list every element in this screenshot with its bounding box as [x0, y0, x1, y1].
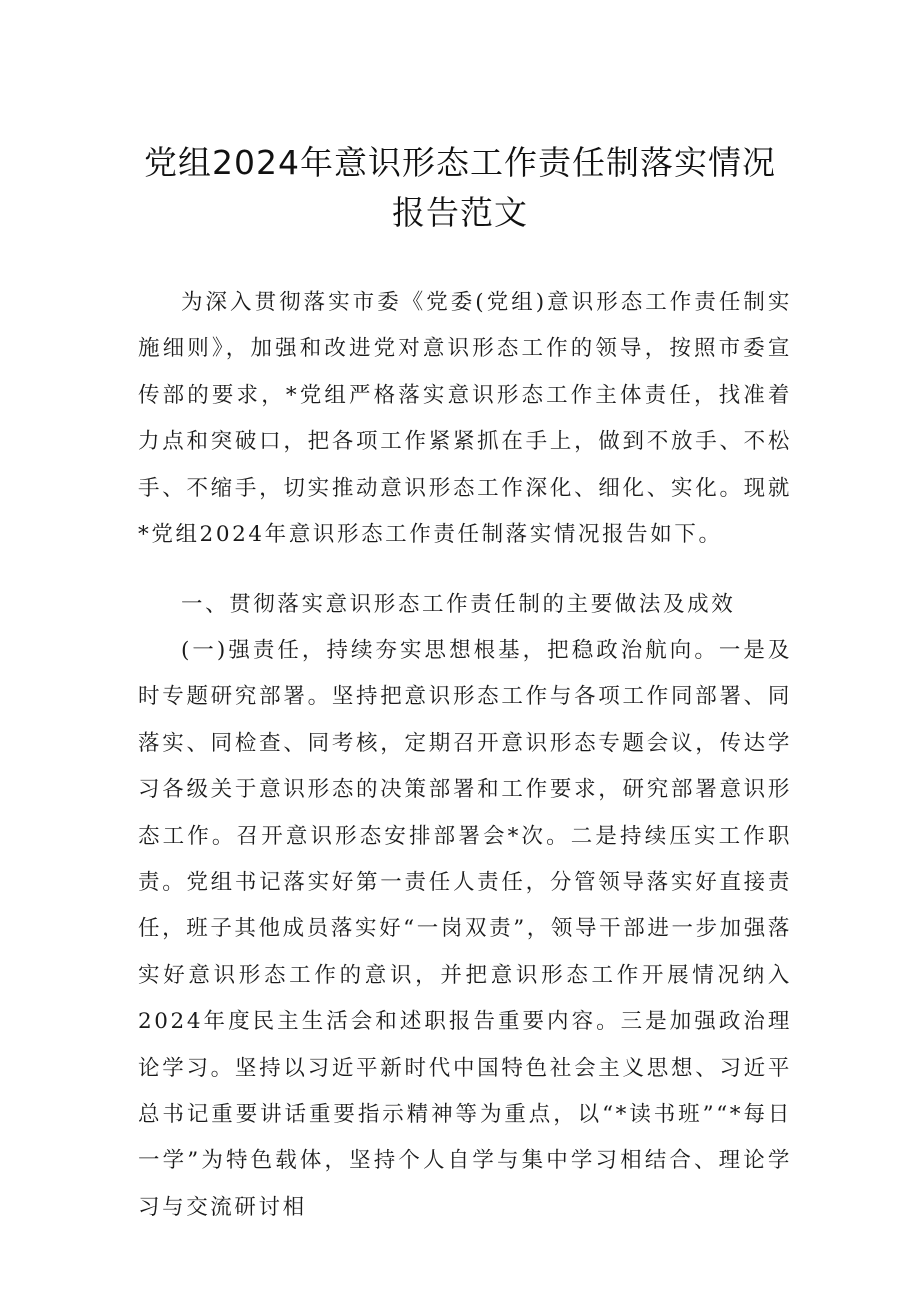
intro-paragraph: 为深入贯彻落实市委《党委(党组)意识形态工作责任制实施细则》，加强和改进党对意识形态工作的领导，按照市委宣传部的要求，*党组严格落实意识形态工作主体责任，找准着力点和突破口，把各项工作紧紧抓在手上，做到不放手、不松手、不缩手，切实推动意识形态工作深化、细化、实化。现就*党组2024年意识形态工作责任制落实情况报告如下。 — [138, 290, 792, 548]
section-heading: 一、贯彻落实意识形态工作责任制的主要做法及成效 — [181, 592, 736, 617]
body-paragraph: (一)强责任，持续夯实思想根基，把稳政治航向。一是及时专题研究部署。坚持把意识形态工作与各项工作同部署、同落实、同检查、同考核，定期召开意识形态专题会议，传达学习各级关于意识形态的决策部署和工作要求，研究部署意识形态工作。召开意识形态安排部署会*次。二是持续压实工作职责。党组书记落实好第一责任人责任，分管领导落实好直接责任，班子其他成员落实好“一岗双责”，领导干部进一步加强落实好意识形态工作的意识，并把意识形态工作开展情况纳入2024年度民主生活会和述职报告重要内容。三是加强政治理论学习。坚持以习近平新时代中国特色社会主义思想、习近平总书记重要讲话重要指示精神等为重点，以“*读书班”“*每日一学”为特色载体，坚持个人自学与集中学习相结合、理论学习与交流研讨相 — [138, 638, 792, 1220]
document-title-line-1: 党组2024年意识形态工作责任制落实情况 — [144, 143, 776, 182]
document-title-line-2: 报告范文 — [392, 193, 528, 232]
